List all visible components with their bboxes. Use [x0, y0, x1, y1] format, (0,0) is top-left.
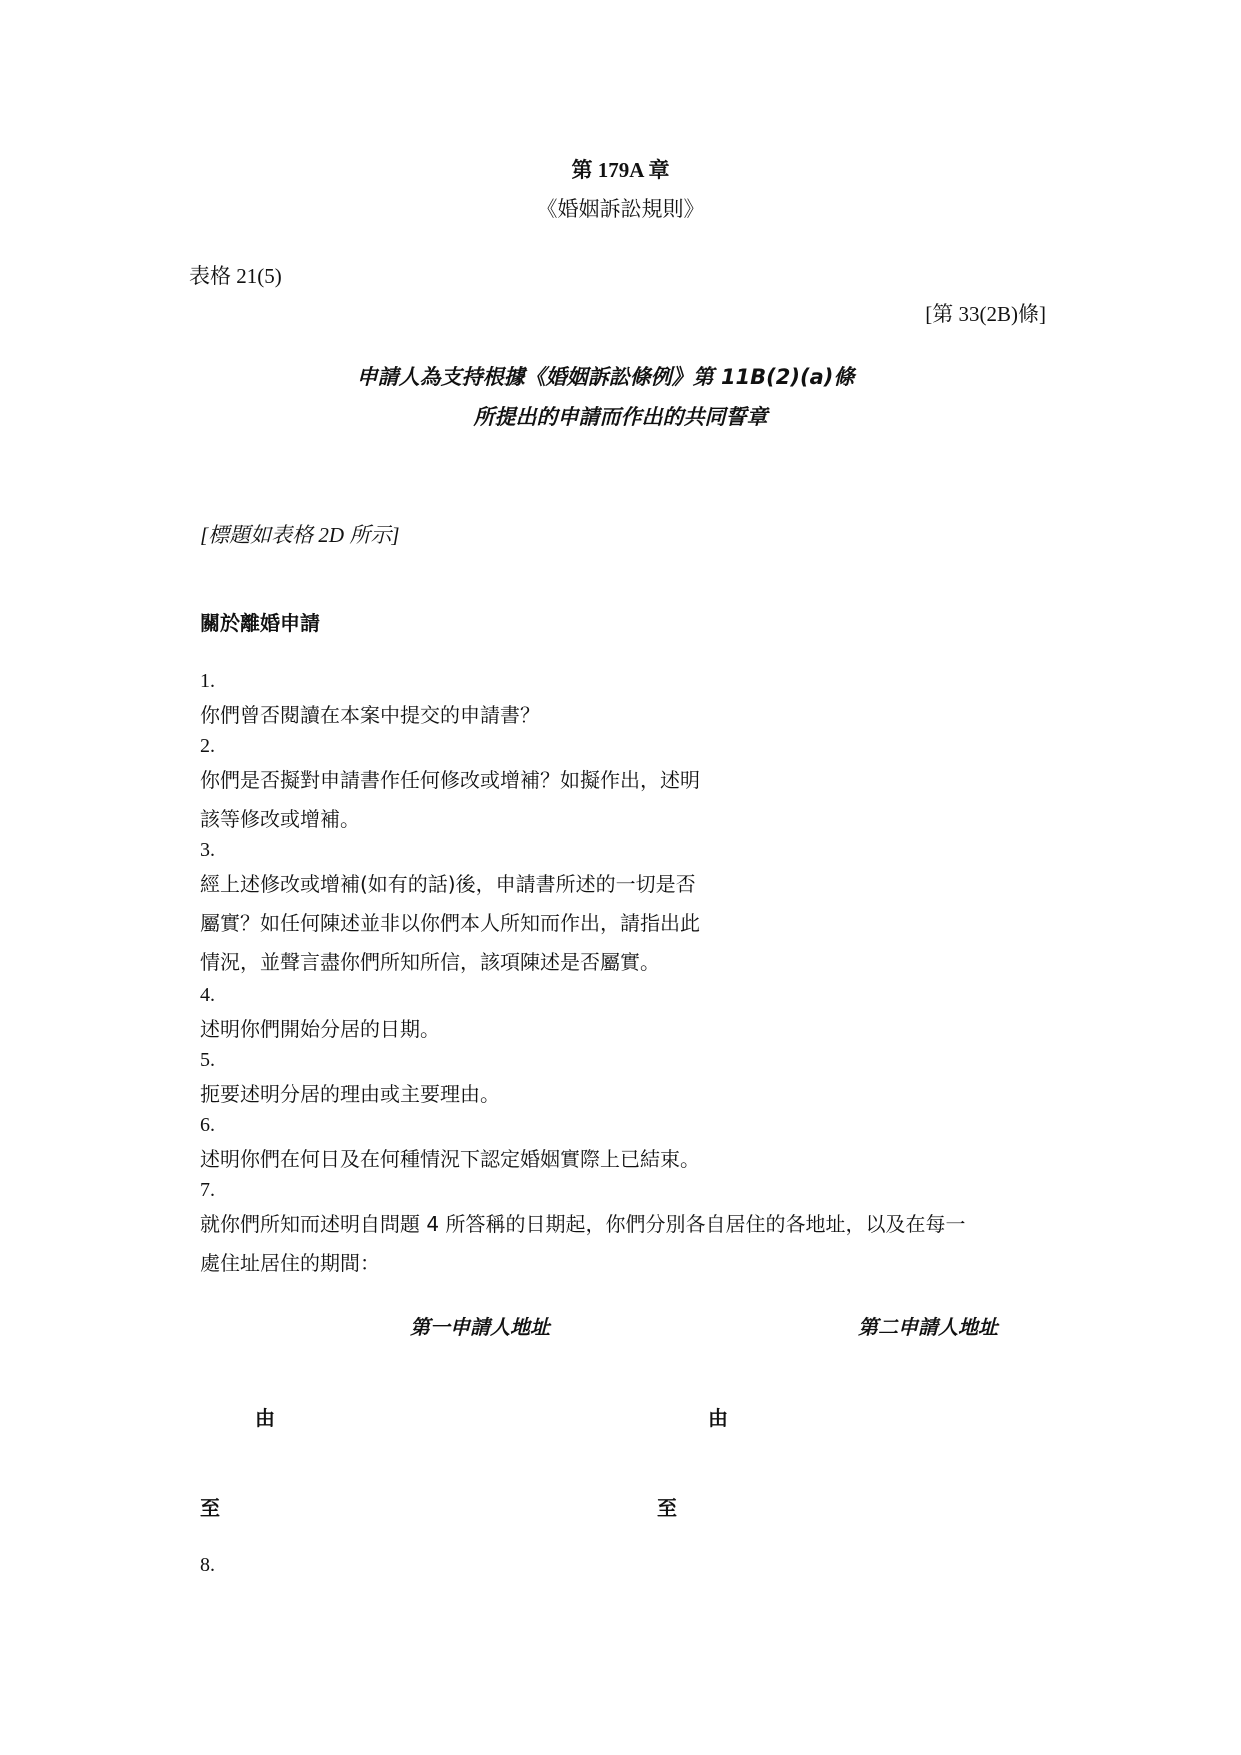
- form-title-line-2: 所提出的申請而作出的共同誓章: [473, 405, 768, 429]
- question-number-3: 3.: [200, 839, 215, 861]
- question-7-line-2: 處住址居住的期間：: [200, 1251, 380, 1275]
- first-applicant-from-label: 由: [255, 1406, 275, 1430]
- question-number-7: 7.: [200, 1179, 215, 1201]
- question-number-5: 5.: [200, 1049, 215, 1071]
- first-applicant-to-label: 至: [200, 1496, 220, 1520]
- second-applicant-from-label: 由: [708, 1406, 728, 1430]
- question-4-line-1: 述明你們開始分居的日期。: [200, 1017, 440, 1041]
- first-applicant-address-header: 第一申請人地址: [410, 1315, 550, 1339]
- question-1-line-1: 你們曾否閱讀在本案中提交的申請書？: [200, 703, 540, 727]
- heading-note: [標題如表格 2D 所示]: [200, 523, 400, 547]
- question-number-2: 2.: [200, 735, 215, 757]
- question-2-line-2: 該等修改或增補。: [200, 807, 360, 831]
- question-number-1: 1.: [200, 670, 215, 692]
- question-5-line-1: 扼要述明分居的理由或主要理由。: [200, 1082, 500, 1106]
- question-7-line-1: 就你們所知而述明自問題 4 所答稱的日期起，你們分別各自居住的各地址，以及在每一: [200, 1212, 966, 1236]
- question-3-line-2: 屬實？如任何陳述並非以你們本人所知而作出，請指出此: [200, 911, 700, 935]
- question-6-line-1: 述明你們在何日及在何種情況下認定婚姻實際上已結束。: [200, 1147, 700, 1171]
- rule-reference: [第 33(2B)條]: [925, 302, 1046, 326]
- regulation-title: 《婚姻訴訟規則》: [536, 197, 705, 221]
- question-3-line-1: 經上述修改或增補(如有的話)後，申請書所述的一切是否: [200, 872, 696, 896]
- question-number-8: 8.: [200, 1554, 215, 1576]
- section-heading: 關於離婚申請: [200, 611, 320, 635]
- question-number-4: 4.: [200, 984, 215, 1006]
- second-applicant-address-header: 第二申請人地址: [858, 1315, 998, 1339]
- question-number-6: 6.: [200, 1114, 215, 1136]
- chapter-heading: 第 179A 章: [571, 158, 670, 182]
- second-applicant-to-label: 至: [657, 1496, 677, 1520]
- question-3-line-3: 情況，並聲言盡你們所知所信，該項陳述是否屬實。: [200, 950, 660, 974]
- form-number: 表格 21(5): [189, 264, 282, 288]
- question-2-line-1: 你們是否擬對申請書作任何修改或增補？如擬作出，述明: [200, 768, 700, 792]
- form-title-line-1: 申請人為支持根據《婚姻訴訟條例》第 11B(2)(a)條: [356, 365, 855, 389]
